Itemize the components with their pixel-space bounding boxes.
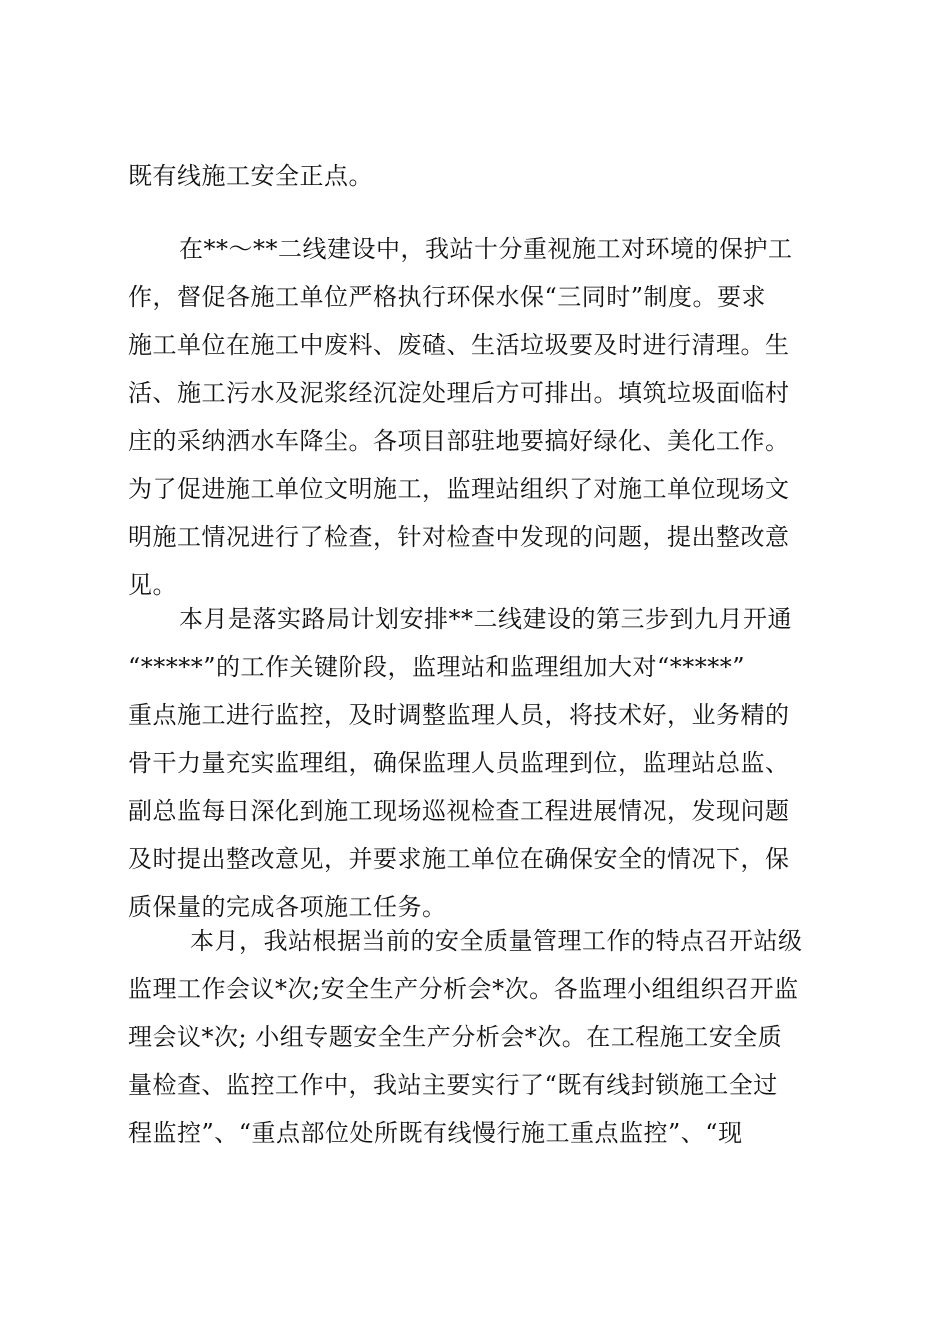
text-line: 程监控”、“重点部位处所既有线慢行施工重点监控”、“现 xyxy=(128,1119,743,1147)
text-line: 明施工情况进行了检查，针对检查中发现的问题，提出整改意 xyxy=(128,523,790,551)
text-line: 为了促进施工单位文明施工，监理站组织了对施工单位现场文 xyxy=(128,475,790,503)
text-line: 副总监每日深化到施工现场巡视检查工程进展情况，发现问题 xyxy=(128,797,790,825)
text-line: 质保量的完成各项施工任务。 xyxy=(128,893,447,921)
text-line: 骨干力量充实监理组，确保监理人员监理到位，监理站总监、 xyxy=(128,749,790,777)
text-line: 重点施工进行监控，及时调整监理人员，将技术好，业务精的 xyxy=(128,701,790,729)
text-line: 庄的采纳洒水车降尘。各项目部驻地要搞好绿化、美化工作。 xyxy=(128,427,790,455)
text-line: 监理工作会议*次;安全生产分析会*次。各监理小组组织召开监 xyxy=(128,975,799,1003)
text-line: 既有线施工安全正点。 xyxy=(128,162,373,190)
text-line: 作，督促各施工单位严格执行环保水保“三同时”制度。要求 xyxy=(128,283,767,311)
text-line: “*****”的工作关键阶段，监理站和监理组加大对“*****” xyxy=(128,653,746,681)
text-line: 施工单位在施工中废料、废碴、生活垃圾要及时进行清理。生 xyxy=(128,331,790,359)
text-line: 理会议*次; 小组专题安全生产分析会*次。在工程施工安全质 xyxy=(128,1023,783,1051)
text-line: 本月是落实路局计划安排**二线建设的第三步到九月开通 xyxy=(179,605,792,633)
text-line: 及时提出整改意见，并要求施工单位在确保安全的情况下，保 xyxy=(128,845,790,873)
text-line: 见。 xyxy=(128,571,177,599)
text-line: 在**～**二线建设中，我站十分重视施工对环境的保护工 xyxy=(179,235,793,263)
text-line: 量检查、监控工作中，我站主要实行了“既有线封锁施工全过 xyxy=(128,1071,778,1099)
text-line: 活、施工污水及泥浆经沉淀处理后方可排出。填筑垃圾面临村 xyxy=(128,379,790,407)
text-line: 本月，我站根据当前的安全质量管理工作的特点召开站级 xyxy=(190,927,803,955)
